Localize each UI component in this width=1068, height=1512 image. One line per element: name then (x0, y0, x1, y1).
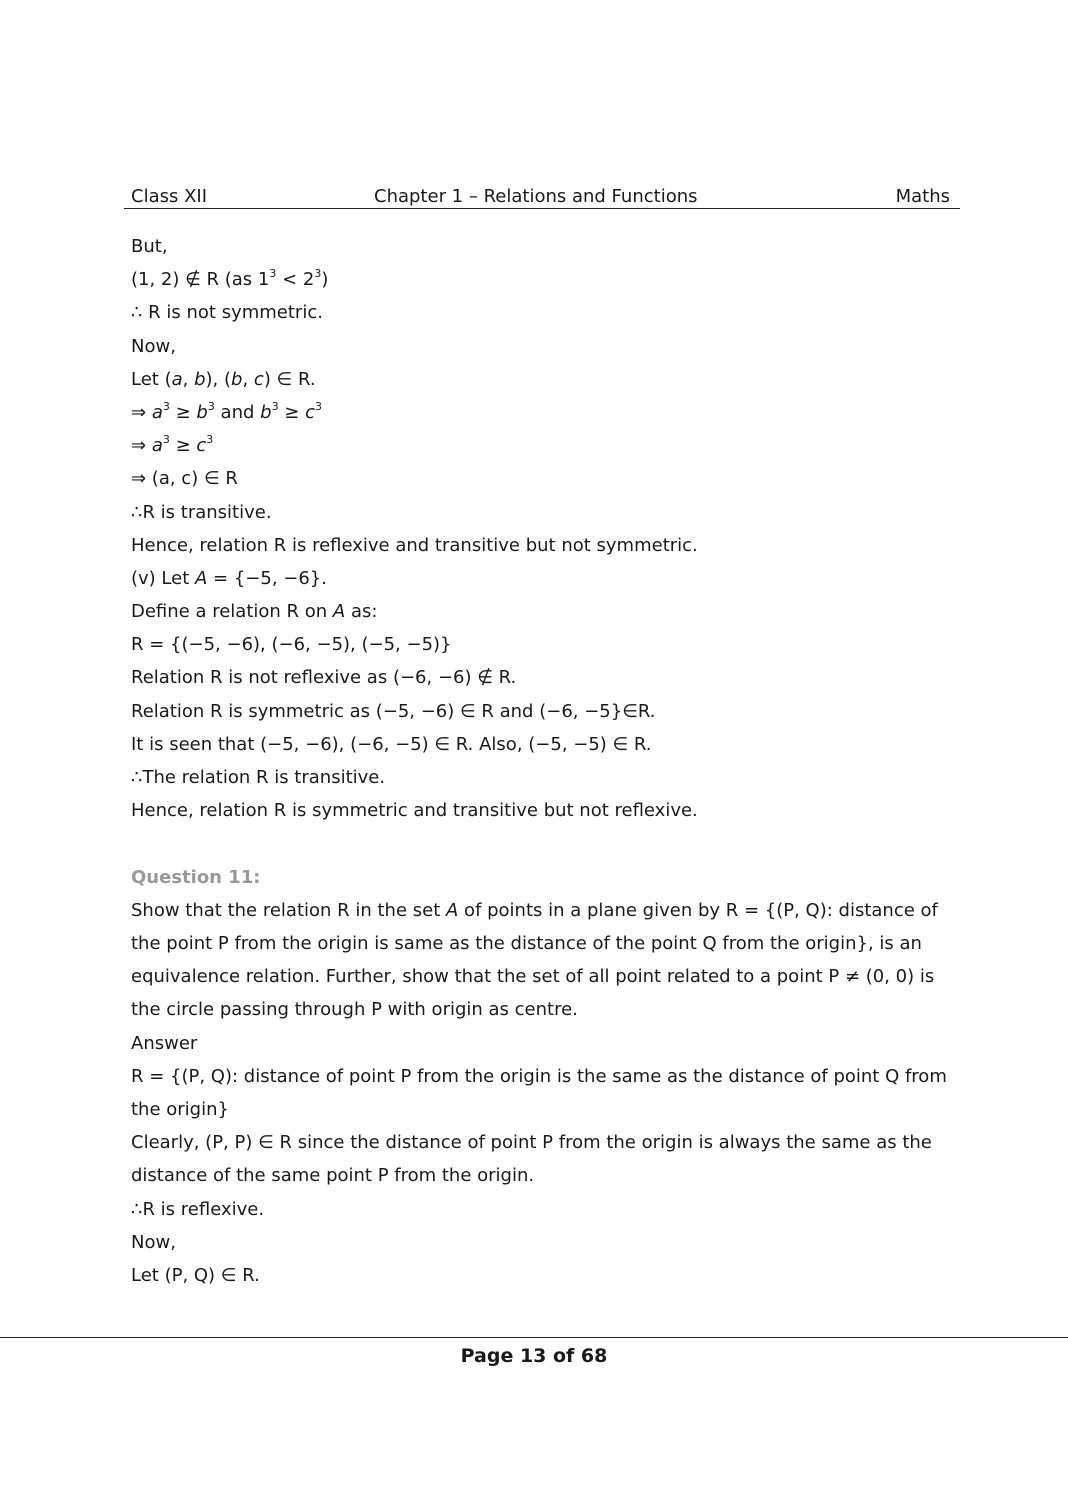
text-line: ∴ R is not symmetric. (131, 302, 323, 324)
page-number: Page 13 of 68 (460, 1345, 608, 1367)
page-header (124, 184, 960, 209)
text-line: (1, 2) ∉ R (as $1^3 < 2^3$) (131, 267, 329, 291)
header-class: Class XII (131, 186, 208, 207)
text-line: Let (P, Q) ∈ R. (131, 1264, 260, 1286)
answer-label: Answer (131, 1032, 198, 1054)
question-title: Question 11: (131, 866, 261, 888)
text-line: It is seen that (−5, −6), (−6, −5) ∈ R. Also, (−5, −5) ∈ R. (131, 733, 652, 755)
text-line: Let (a, b), (b, c) ∈ R. (131, 368, 316, 390)
text-line: R = {(−5, −6), (−6, −5), (−5, −5)} (131, 634, 452, 656)
text-line: But, (131, 236, 168, 257)
answer-text: R = {(P, Q): distance of point P from the origin is the same as the distance of point Q from the origin} (131, 1065, 947, 1120)
text-line: ∴The relation R is transitive. (131, 767, 386, 788)
text-line: ⇒ $a^3 \ge b^3$ and $b^3 \ge c^3$ (131, 399, 322, 423)
question-text: Show that the relation R in the set A of points in a plane given by R = {(P, Q): distance of the point P from the origin is same as the distance of the point Q from the origin}, is an equivalence relation. Further, show that the set of all point related to a point P ≠ (0, 0) is the circle passing through P with origin as centre. (131, 899, 938, 1021)
text-line: Relation R is not reflexive as (−6, −6) ∉ R. (131, 667, 517, 689)
answer-text: Clearly, (P, P) ∈ R since the distance of point P from the origin is always the same as the distance of the same point P from the origin. (131, 1132, 932, 1187)
text-line: (v) Let A = {−5, −6}. (131, 567, 327, 589)
text-line: ∴R is reflexive. (131, 1198, 265, 1220)
text-line: Now, (131, 1231, 176, 1253)
text-line: ⇒ (a, c) ∈ R (131, 468, 238, 490)
header-subject: Maths (895, 186, 950, 207)
text-line: Define a relation R on A as: (131, 601, 378, 623)
spacer (131, 827, 951, 860)
text-line: Hence, relation R is symmetric and transitive but not reflexive. (131, 800, 698, 822)
footer-divider (0, 1337, 1068, 1338)
text-line: ∴R is transitive. (131, 501, 272, 523)
page-content (131, 230, 951, 1292)
text-line: Relation R is symmetric as (−5, −6) ∈ R and (−6, −5}∈R. (131, 700, 656, 722)
text-line: Now, (131, 335, 176, 357)
text-line: ⇒ $a^3 \ge c^3$ (131, 433, 214, 457)
header-chapter: Chapter 1 – Relations and Functions (374, 186, 698, 207)
text-line: Hence, relation R is reflexive and transitive but not symmetric. (131, 534, 698, 556)
